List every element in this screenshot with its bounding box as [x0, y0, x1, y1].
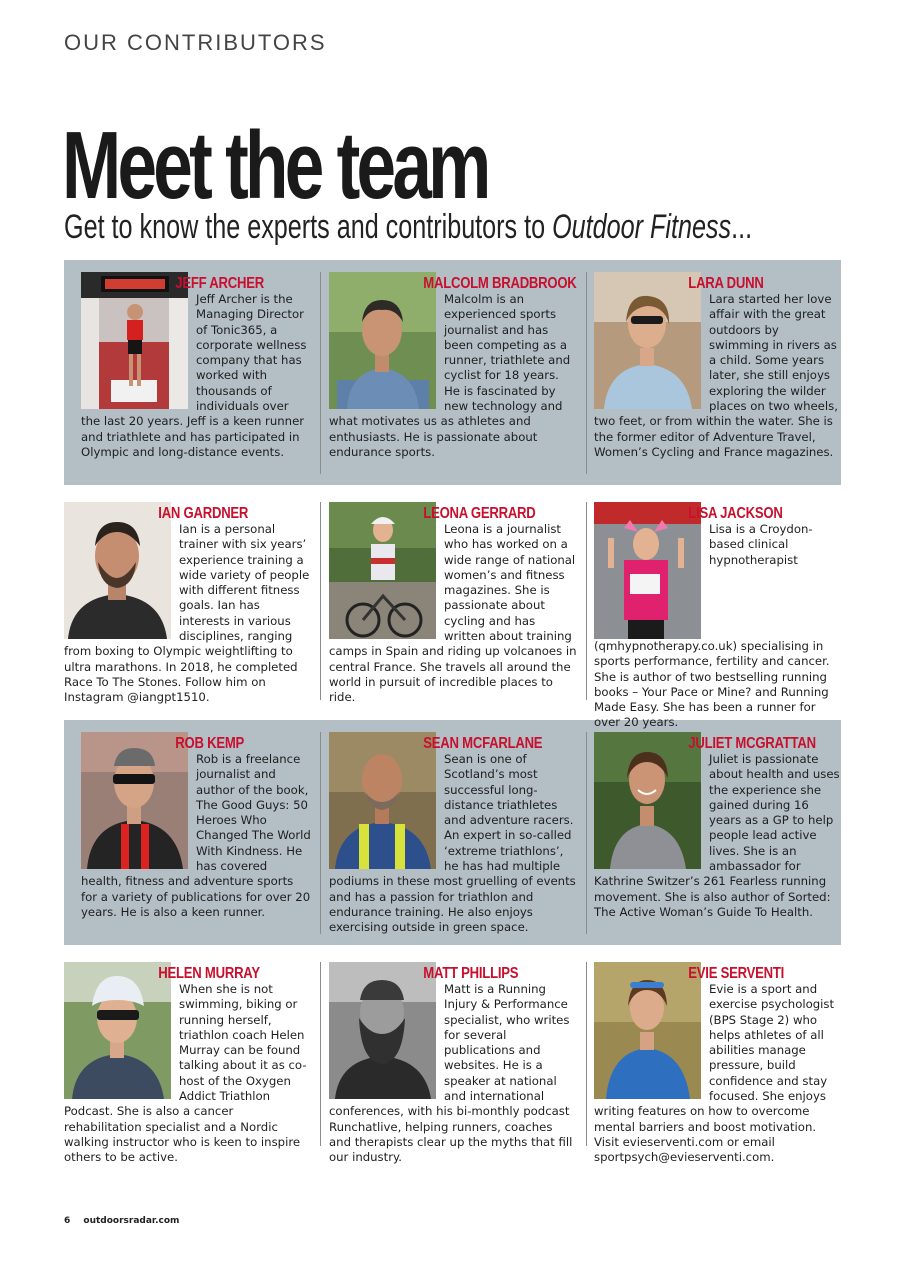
contributor-photo — [64, 962, 171, 1099]
contributor-bio: Malcolm is an experienced sports journalist and has been competing as a runner, triathlete and cyclist for 18 years. He is fascinated by new technology and what motivates us as athletes and enthusiasts. He is passionate about endurance sports. — [329, 292, 571, 459]
contributor-name: JULIET MCGRATTAN — [688, 735, 816, 752]
contributor-card-lara-dunn — [594, 272, 842, 460]
contributor-photo — [329, 502, 436, 639]
page-subtitle — [64, 206, 752, 248]
contributor-bio: Ian is a personal trainer with six years’ experience training a wide variety of people with different fitness goals. Ian has interests in various disciplines, ranging from boxing to Olympic weightlifting to ultra marathons. In 2018, he completed Race To The Stones. Follow him on Instagram @iangpt1510. — [64, 522, 310, 705]
contributor-photo — [329, 962, 436, 1099]
subtitle-suffix: ... — [731, 208, 753, 246]
contributor-name: LEONA GERRARD — [423, 505, 536, 522]
contributor-name: HELEN MURRAY — [158, 965, 260, 982]
contributor-card-matt-phillips — [329, 962, 577, 1166]
contributor-card-lisa-jackson — [594, 502, 842, 731]
contributor-name: LARA DUNN — [688, 275, 764, 292]
section-label: OUR CONTRIBUTORS — [64, 30, 327, 55]
column-divider — [320, 272, 321, 474]
contributor-bio: Rob is a freelance journalist and author of the book, The Good Guys: 50 Heroes Who Changed The World With Kindness. He has covered health, fitness and adventure sports for a variety of publications for over 20 years. He is also a keen runner. — [81, 752, 311, 919]
contributor-name: LISA JACKSON — [688, 505, 783, 522]
contributor-name: SEAN MCFARLANE — [423, 735, 543, 752]
contributor-photo — [329, 272, 436, 409]
contributor-name: EVIE SERVENTI — [688, 965, 785, 982]
contributor-name: JEFF ARCHER — [175, 275, 264, 292]
contributor-bio: Juliet is passionate about health and uses the experience she gained during 16 years as a GP to help people lead active lives. She is an ambassador for Kathrine Switzer’s 261 Fearless running movement. She is also author of Sorted: The Active Woman’s Guide To Health. — [594, 752, 840, 919]
page-footer — [64, 1216, 179, 1226]
column-divider — [586, 272, 587, 474]
contributor-card-rob-kemp — [81, 732, 311, 920]
contributor-bio: Matt is a Running Injury & Performance specialist, who writes for several publications and websites. He is a speaker at national and international conferences, with his bi-monthly podcast Runchatlive, helping runners, coaches and therapists clear up the myths that fill our industry. — [329, 982, 573, 1165]
subtitle-prefix: Get to know the experts and contributors to — [64, 208, 553, 246]
column-divider — [320, 732, 321, 934]
contributor-card-malcolm-bradbrook — [329, 272, 577, 460]
contributor-bio: Lara started her love affair with the great outdoors by swimming in rivers as a child. Some years later, she still enjoys exploring the wilder places on two wheels, two feet, or from within the water. She is the former editor of Adventure Travel, Women’s Cycling and France magazines. — [594, 292, 838, 459]
column-divider — [320, 502, 321, 700]
contributor-photo — [329, 732, 436, 869]
contributor-name: ROB KEMP — [175, 735, 245, 752]
contributor-card-evie-serventi — [594, 962, 842, 1166]
contributor-bio: When she is not swimming, biking or running herself, triathlon coach Helen Murray can be found talking about it as co-host of the Oxygen Addict Triathlon Podcast. She is also a cancer rehabilitation specialist and a Nordic walking instructor who is keen to inspire others to be active. — [64, 982, 307, 1165]
contributor-photo — [594, 502, 701, 639]
contributor-card-ian-gardner — [64, 502, 312, 706]
contributor-bio: Jeff Archer is the Managing Director of Tonic365, a corporate wellness company that has worked with thousands of individuals over the last 20 years. Jeff is a keen runner and triathlete and has participated in Olympic and long-distance events. — [81, 292, 307, 459]
contributor-photo — [81, 732, 188, 869]
contributor-name: MATT PHILLIPS — [423, 965, 519, 982]
contributor-photo — [64, 502, 171, 639]
contributor-bio: Leona is a journalist who has worked on a wide range of national women’s and fitness magazines. She is passionate about cycling and has written about training camps in Spain and riding up volcanoes in central France. She travels all around the world in pursuit of incredible places to ride. — [329, 522, 577, 705]
contributor-photo — [594, 962, 701, 1099]
contributor-photo — [594, 732, 701, 869]
contributor-bio: Lisa is a Croydon-based clinical hypnotherapist (qmhypnotherapy.co.uk) specialising in sports performance, fertility and cancer. She is author of two bestselling running books – Your Pace or Mine? and Running Made Easy. She has been a runner for over 20 years. — [594, 522, 830, 730]
contributor-card-juliet-mcgrattan — [594, 732, 842, 920]
page-number: 6 — [64, 1216, 71, 1226]
column-divider — [586, 502, 587, 700]
contributor-photo — [81, 272, 188, 409]
contributor-photo — [594, 272, 701, 409]
contributor-card-helen-murray — [64, 962, 312, 1166]
contributor-name: IAN GARDNER — [158, 505, 249, 522]
contributor-card-jeff-archer — [81, 272, 311, 460]
contributor-card-sean-mcfarlane — [329, 732, 577, 936]
subtitle-magazine-name: Outdoor Fitness — [552, 208, 732, 246]
column-divider — [586, 732, 587, 934]
contributor-name: MALCOLM BRADBROOK — [423, 275, 577, 292]
contributor-card-leona-gerrard — [329, 502, 577, 706]
column-divider — [586, 962, 587, 1146]
contributor-bio: Sean is one of Scotland’s most successful long-distance triathletes and adventure racers. An expert in so-called ‘extreme triathlons’, he has had multiple podiums in these most gruelling of events and has a passion for triathlon and endurance training. He also enjoys exercising outside in green space. — [329, 752, 576, 935]
column-divider — [320, 962, 321, 1146]
contributor-bio: Evie is a sport and exercise psychologist (BPS Stage 2) who helps athletes of all abilities manage pressure, build confidence and stay focused. She enjoys writing features on how to overcome mental barriers and boost motivation. Visit evieserventi.com or email sportpsych@evieserventi.com. — [594, 982, 835, 1165]
footer-website[interactable]: outdoorsradar.com — [83, 1216, 180, 1226]
page-title: Meet the team — [62, 112, 488, 219]
